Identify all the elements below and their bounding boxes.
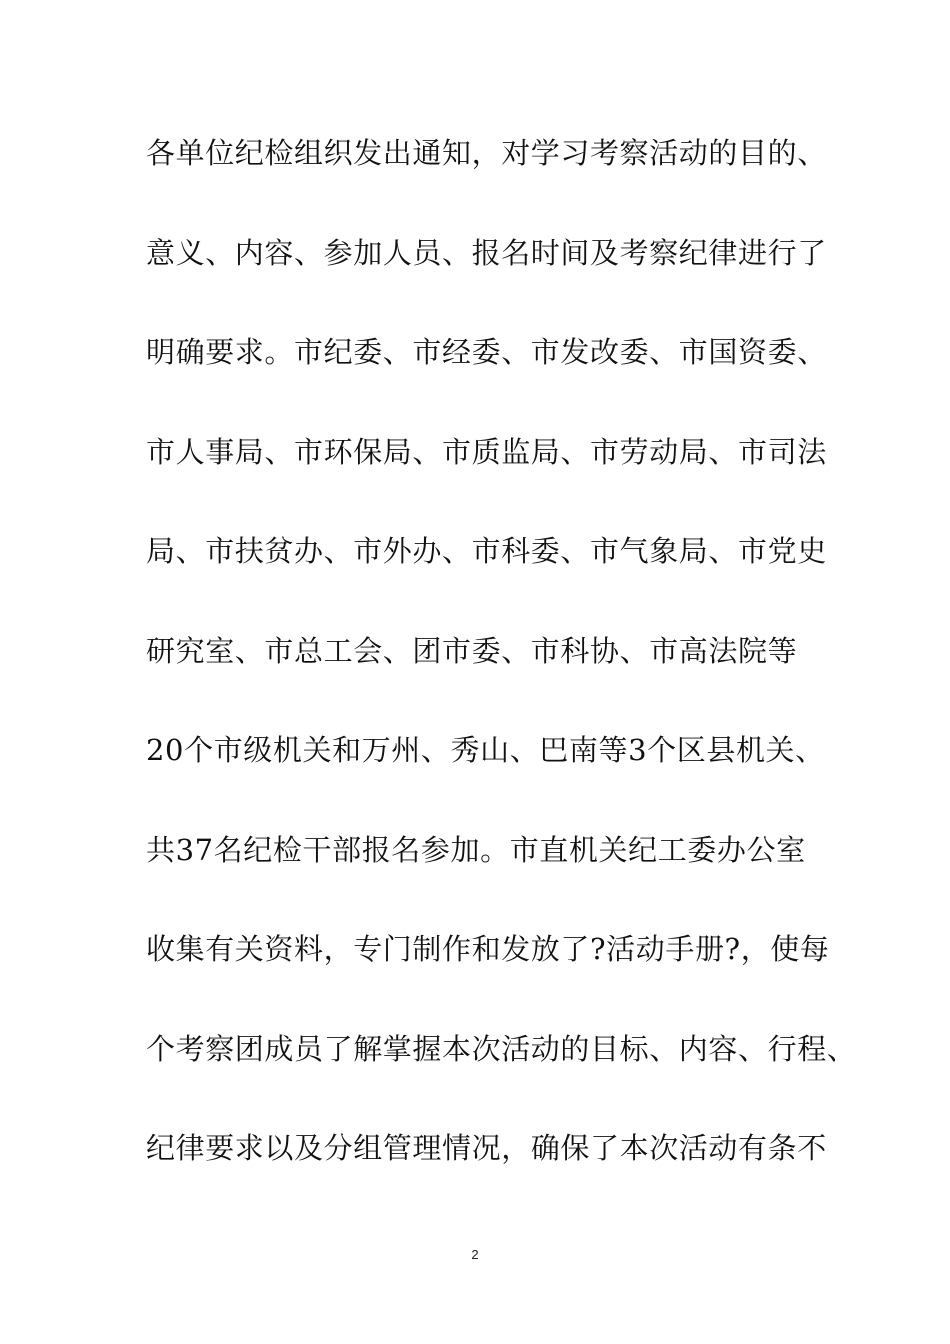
text-line: 收集有关资料，专门制作和发放了?活动手册?，使每: [146, 932, 830, 966]
text-line: 研究室、市总工会、团市委、市科协、市高法院等: [146, 633, 798, 668]
text-line: 明确要求。市纪委、市经委、市发改委、市国资委、: [146, 335, 827, 369]
text-line: 局、市扶贫办、市外办、市科委、市气象局、市党史: [146, 534, 827, 568]
text-line: 市人事局、市环保局、市质监局、市劳动局、市司法: [146, 434, 827, 469]
body-paragraph: [146, 128, 857, 1223]
text-line: 纪律要求以及分组管理情况，确保了本次活动有条不: [146, 1131, 827, 1165]
page-number: 2: [471, 1247, 479, 1262]
text-line: 20个市级机关和万州、秀山、巴南等3个区县机关、: [146, 733, 825, 767]
text-line: 意义、内容、参加人员、报名时间及考察纪律进行了: [146, 235, 827, 270]
text-line: 个考察团成员了解掌握本次活动的目标、内容、行程、: [146, 1031, 857, 1066]
text-line: 各单位纪检组织发出通知，对学习考察活动的目的、: [146, 136, 827, 170]
text-line: 共37名纪检干部报名参加。市直机关纪工委办公室: [146, 832, 806, 867]
